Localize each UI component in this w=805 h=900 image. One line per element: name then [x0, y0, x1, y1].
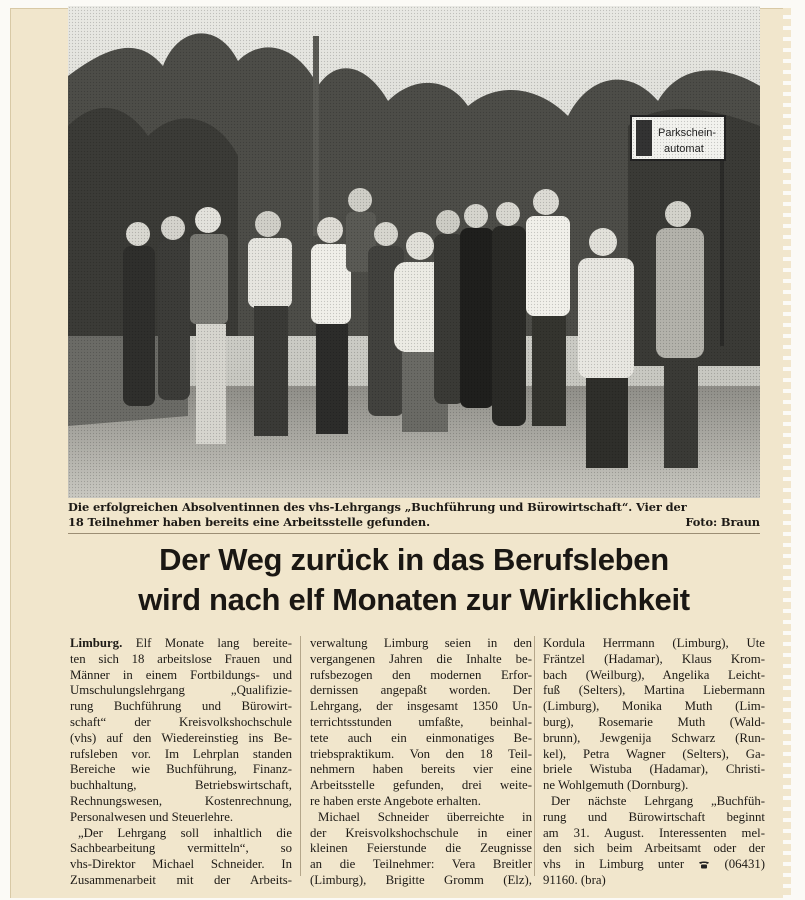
article-line: Arbeitsstelle gefunden, drei weite- — [310, 778, 532, 793]
phone-number: (06431) — [724, 857, 765, 872]
article-line: den sich beim Arbeitsamt oder der — [543, 841, 765, 856]
article-line: rufsleben vor. Im Lehrplan standen — [70, 746, 292, 761]
article-line: re haben erste Angebote erhalten. — [310, 793, 481, 808]
article-column-3 — [543, 636, 765, 889]
article-line: brunn), Jewgenija Schwarz (Run- — [543, 730, 765, 745]
article-line: vhs-Direktor Michael Schneider. In — [70, 857, 292, 872]
article-line: triebspraktikum. Von den 18 Teil- — [310, 746, 532, 761]
article-line: (vhs) auf den Wiedereinstieg ins Be- — [70, 730, 292, 745]
article-line: Zusammenarbeit mit der Arbeits- — [70, 872, 292, 887]
article-line: ne Wohlgemuth (Dornburg). — [543, 778, 689, 793]
article-line: rung und Bürowirtschaft beginnt — [543, 809, 765, 824]
article-line: an die Teilnehmer: Vera Breitler — [310, 857, 532, 872]
article-line: vergangenen Jahren die Inhalte be- — [310, 651, 532, 666]
article-line: Umschulungslehrgang „Qualifizie- — [70, 683, 292, 698]
article-line: Lehrgang, der insgesamt 1350 Un- — [310, 699, 532, 714]
article-line: burg), Rosemarie Muth (Wald- — [543, 714, 765, 729]
article-line: Rechnungswesen, Kostenrechnung, — [70, 793, 292, 808]
article-line: Personalwesen und Steuerlehre. — [70, 809, 234, 824]
article-line: vhs in Limburg unter — [543, 857, 685, 872]
article-line: der Kreisvolkshochschule in einer — [310, 825, 532, 840]
article-line: am 31. August. Interessenten mel- — [543, 825, 765, 840]
article-line: briele Wistuba (Hadamar), Christi- — [543, 762, 765, 777]
article-line: bach (Weilburg), Angelika Leicht- — [543, 667, 765, 682]
phone-icon — [698, 858, 710, 867]
article-line: (Limburg), Brigitte Gromm (Elz), — [310, 872, 532, 887]
article-line: kel), Petra Wagner (Selters), Ga- — [543, 746, 765, 761]
article-line: Michael Schneider überreichte in — [318, 809, 532, 824]
article-line: Fräntzel (Hadamar), Klaus Krom- — [543, 651, 765, 666]
article-line: fuß (Selters), Martina Liebermann — [543, 683, 765, 698]
article-line: rung Buchführung und Bürowirt- — [70, 699, 292, 714]
headline-line: wird nach elf Monaten zur Wirklichkeit — [138, 582, 690, 617]
article-line: rufsbezogen den modernen Erfor- — [310, 667, 532, 682]
divider — [68, 533, 760, 534]
article-line: schaft“ der Kreisvolkshochschule — [70, 714, 292, 729]
article-line: kleinen Feierstunde die Zeugnisse — [310, 841, 532, 856]
article-column-2 — [310, 636, 532, 889]
article-column-1 — [70, 636, 292, 889]
article-line: Kordula Herrmann (Limburg), Ute — [543, 636, 765, 650]
article-line: Der nächste Lehrgang „Buchfüh- — [551, 793, 765, 808]
article-line: „Der Lehrgang soll inhaltlich die — [78, 825, 292, 840]
article-line: terrichtsstunden umfaßte, beinhal- — [310, 714, 532, 729]
article-line: verwaltung Limburg seien in den — [310, 636, 532, 650]
article-line: Elf Monate lang bereite- — [135, 636, 292, 650]
article-line: Männer in einem Fortbildungs- und — [70, 667, 292, 682]
article-line: Bereiche wie Buchführung, Finanz- — [70, 762, 292, 777]
group-photo — [68, 6, 760, 498]
column-divider — [534, 636, 535, 876]
photo-credit: Foto: Braun — [685, 515, 760, 529]
article-line: ten sich 18 arbeitslose Frauen und — [70, 651, 292, 666]
article-line: (Limburg), Monika Muth (Lim- — [543, 699, 765, 714]
article-line: tete auch ein einmonatiges Be- — [310, 730, 532, 745]
article-line: buchhaltung, Betriebswirtschaft, — [70, 778, 292, 793]
headline — [68, 540, 760, 620]
article-line: nehmern haben bereits vier eine — [310, 762, 532, 777]
photo-caption — [68, 500, 760, 530]
caption-line: 18 Teilnehmer haben bereits eine Arbeitsstelle gefunden. — [68, 515, 430, 529]
article-line: dernissen angepaßt worden. Der — [310, 683, 532, 698]
caption-line: Die erfolgreichen Absolventinnen des vhs-Lehrgangs „Buchführung und Bürowirtschaft“. Vier der — [68, 500, 687, 514]
article-line: Sachbearbeitung vermitteln“, so — [70, 841, 292, 856]
column-divider — [300, 636, 301, 876]
headline-line: Der Weg zurück in das Berufsleben — [159, 542, 669, 577]
article-line: 91160. (bra) — [543, 872, 606, 887]
dateline: Limburg. — [70, 636, 123, 650]
